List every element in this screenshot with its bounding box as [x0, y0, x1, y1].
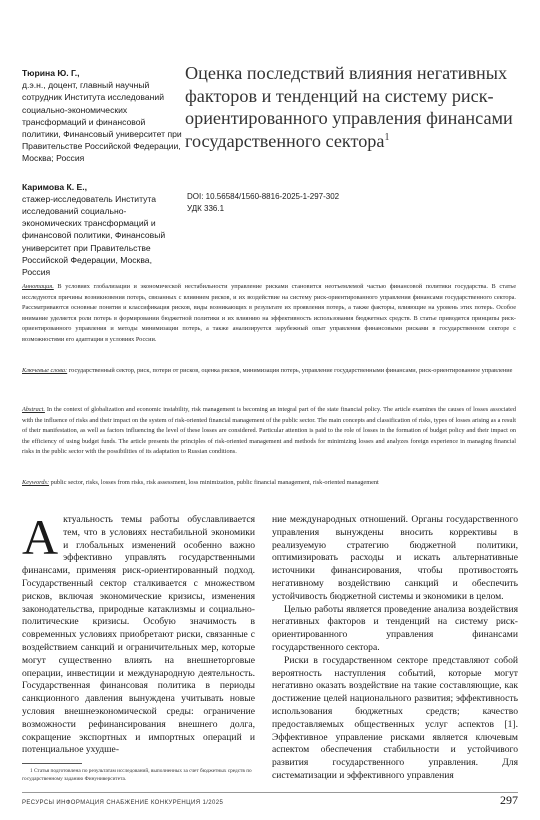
- drop-cap: А: [22, 509, 59, 565]
- body-paragraph: ние международных отношений. Органы государственного управления вынуждены вносить коррективы в реализуемую стратегию бюджетной политики, оптимизировать расходы и искать альтернативные источники финансирования, чтобы противостоять негативному воздействию санкций и обеспечить устойчивость бюджетной системы и экономики в целом.: [272, 514, 518, 602]
- article-title-text: Оценка последствий влияния негативных факторов и тенденций на систему риск-ориентированного управления финансами государственного сектора: [185, 63, 513, 151]
- author-name: Каримова К. Е.,: [22, 181, 88, 192]
- keywords-en: [22, 478, 516, 489]
- abstract-ru-label: Аннотация.: [22, 283, 54, 290]
- abstract-en-text: In the context of globalization and economic instability, risk management is becoming an integral part of the state financial policy. The article examines the causes of losses associated with the influence of risks and their impact on the system of risk-oriented financial management of the public sector. The main concepts and classification of risks, types of losses arising as a result of their manifestation, as well as factors influencing the level of these losses are considered. Particular attention is paid to the role of losses in the formation of budget policy and their impact on the efficiency of using budget funds. The article presents the principles of risk-oriented management and methods for minimizing losses and analyzes foreign experience in managing financial risks in the public sector with the possibilities of its adaptation to Russian conditions.: [22, 406, 516, 456]
- footnote-divider: [22, 763, 82, 764]
- body-paragraph: Риски в государственном секторе представляют собой вероятность наступления событий, которые могут негативно оказать воздействие на такие составляющие, как достижение целей национального развития; эффективность использования бюджетных средств; качество предоставляемых общественных услуг аспектов [1]. Эффективное управление рисками является ключевым аспектом обеспечения стабильности и устойчивого развития государственного управления. Для систематизации и эффективного управления: [272, 654, 518, 781]
- footnote-text: 1 Статья подготовлена по результатам исследований, выполненных за счет бюджетных средств по государственному заданию Финуниверситета.: [22, 768, 252, 782]
- keywords-ru-text: государственный сектор, риск, потери от рисков, оценка рисков, минимизация потерь, управление государственными финансами, риск-ориентированное управление: [67, 367, 513, 374]
- author-affiliation: д.э.н., доцент, главный научный сотрудник Института исследований социально-экономических трансформаций и финансовой политики, Финансовый университет при Правительстве Российской Федерации, Москва; Россия: [22, 80, 182, 164]
- body-column-left: [22, 509, 255, 757]
- journal-footer: РЕСУРСЫ ИНФОРМАЦИЯ СНАБЖЕНИЕ КОНКУРЕНЦИЯ 1/2025: [22, 800, 224, 806]
- doi-block: [187, 191, 339, 215]
- abstract-en: [22, 405, 516, 458]
- author-block: [22, 67, 182, 278]
- body-paragraph-text: ктуальность темы работы обуславливается тем, что в условиях нестабильной экономики и глобальных изменений особенно важно эффективно управлять государственными финансами, применяя риск-ориентированный подход. Государственный сектор сталкивается с множеством рисков, включая экономические кризисы, изменения законодательства, природные катаклизмы и социально-политические кризисы. Особую значимость в современных условиях приобретают риски, связанные с воздействием санкций и ограничительных мер, которые могут существенно влиять на внешнеторговые операции, инвестиции и международную деятельность. Государственная финансовая политика в периоды санкционного давления вынуждена учитывать новые условия внешнеэкономической среды: ограничение возможности рефинансирования внешнего долга, сокращение экспортных и импортных операций и потенциальное ухудше-: [22, 514, 255, 756]
- udc: УДК 336.1: [187, 204, 225, 213]
- author-affiliation: стажер-исследователь Института исследований социально-экономических трансформаций и финансовой политики, Финансовый университет при Правительстве Российской Федерации, Москва, Россия: [22, 193, 166, 278]
- abstract-ru: [22, 282, 516, 346]
- title-footnote-mark: 1: [384, 131, 390, 143]
- article-title: [185, 62, 520, 152]
- page-number: 297: [500, 793, 518, 807]
- keywords-en-label: Keywords:: [22, 479, 50, 486]
- footnote: [22, 767, 257, 783]
- body-paragraph: [22, 509, 255, 757]
- body-column-right: [272, 514, 518, 783]
- keywords-ru: [22, 366, 516, 377]
- body-paragraph: Целью работы является проведение анализа воздействия негативных факторов и тенденций на систему риск-ориентированного управления финансами государственного сектора.: [272, 603, 518, 653]
- footer-divider: [22, 792, 518, 793]
- keywords-en-text: public sector, risks, losses from risks, risk assessment, loss minimization, public financial management, risk-oriented management: [49, 479, 379, 486]
- keywords-ru-label: Ключевые слова:: [22, 367, 68, 374]
- abstract-en-label: Abstract.: [22, 406, 45, 413]
- author-name: Тюрина Ю. Г.,: [22, 68, 80, 78]
- abstract-ru-text: В условиях глобализации и экономической нестабильности управление рисками становится неотъемлемой частью финансовой политики государства. В статье исследуются причины возникновения потерь, связанных с влиянием рисков, и их воздействие на систему риск-ориентированного управления финансами государственного сектора. Рассматриваются основные понятия и классификация рисков, виды возникающих в результате их проявления потерь, а также факторы, влияющие на уровень этих потерь. Особое внимание уделяется роли потерь в формировании бюджетной политики и их влиянию на эффективность использования бюджетных средств. В статье приводятся принципы риск-ориентированного управления и методы минимизации потерь, а также анализируется зарубежный опыт управления финансовыми рисками в государственном секторе с возможностями его адаптации в условиях России.: [22, 283, 516, 343]
- doi: DOI: 10.56584/1560-8816-2025-1-297-302: [187, 192, 340, 201]
